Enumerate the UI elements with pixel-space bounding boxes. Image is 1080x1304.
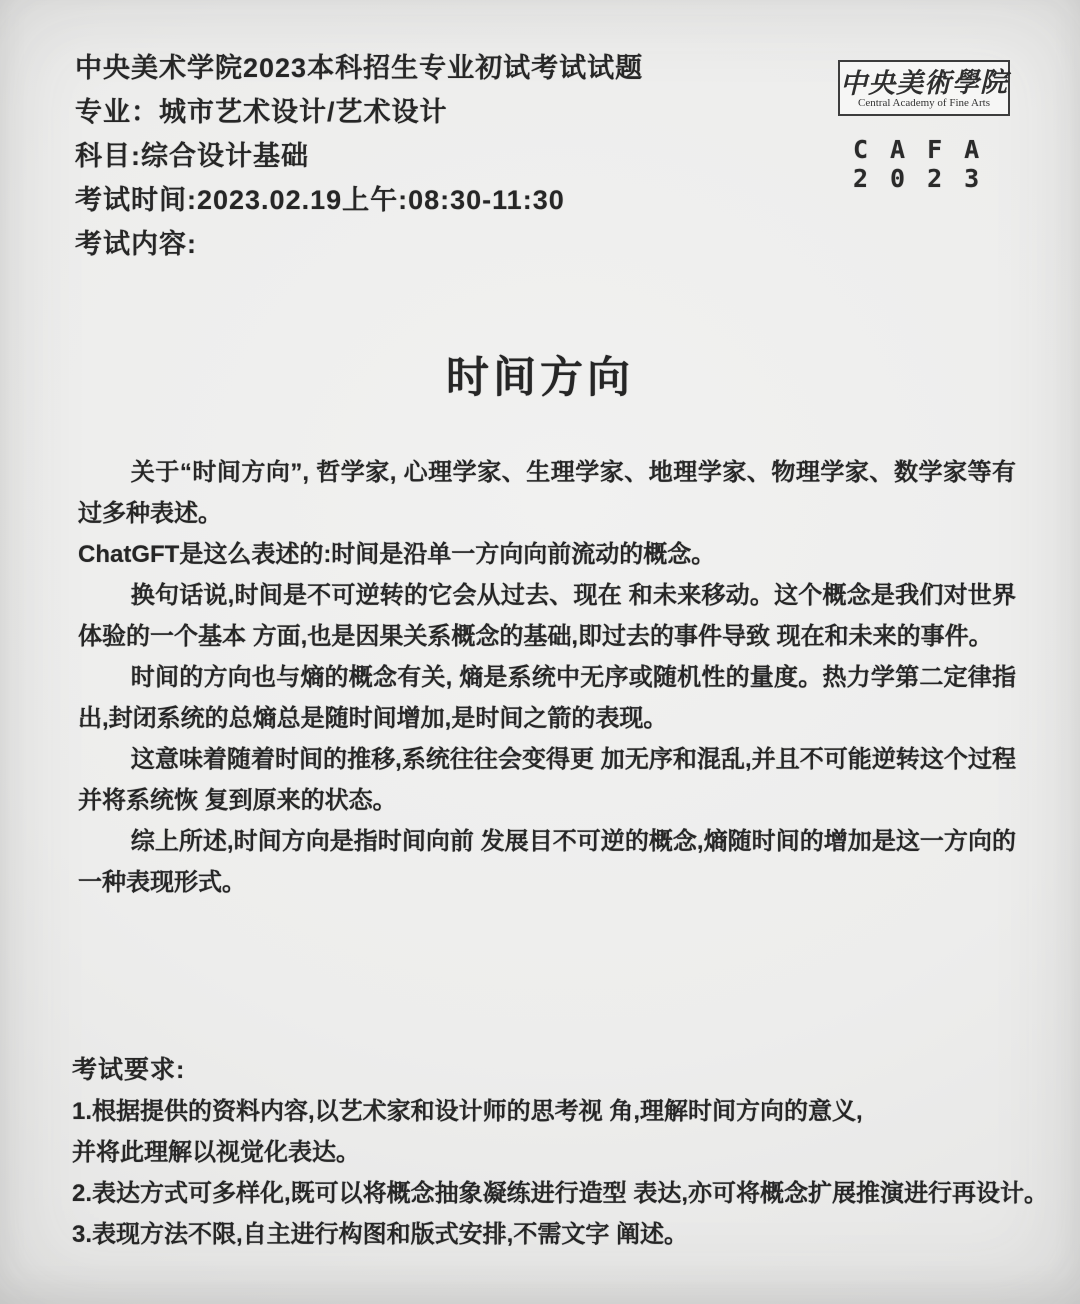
exam-major-line: 专业：城市艺术设计/艺术设计 (75, 97, 448, 127)
cafa-logo-box (838, 60, 1010, 116)
paragraph-intro: 关于“时间方向”, 哲学家, 心理学家、生理学家、地理学家、物理学家、数学家等有过多种表述。 (78, 459, 1016, 527)
exam-requirements (72, 1050, 1072, 1255)
cafa-logo-chinese-calligraphy: 中央美術學院 (839, 66, 1009, 99)
exam-paper-title: 中央美术学院2023本科招生专业初试考试试题 (75, 53, 644, 83)
cafa-logo-english-name: Central Academy of Fine Arts (858, 96, 990, 109)
paragraph-irreversible: 换句话说,时间是不可逆转的它会从过去、现在 和未来移动。这个概念是我们对世界体验的一个基本 方面,也是因果关系概念的基础,即过去的事件导致 现在和未来的事件。 (78, 582, 1016, 650)
paragraph-summary: 综上所述,时间方向是指时间向前 发展目不可逆的概念,熵随时间的增加是这一方向的一种表现形式。 (78, 828, 1016, 896)
requirement-item-3: 3.表现方法不限,自主进行构图和版式安排,不需文字 阐述。 (72, 1221, 689, 1248)
cafa-acronym: CAFA (853, 135, 1002, 164)
paragraph-disorder: 这意味着随着时间的推移,系统往往会变得更 加无序和混乱,并且不可能逆转这个过程并将系统恢 复到原来的状态。 (78, 746, 1016, 814)
exam-topic-title: 时间方向 (446, 354, 634, 402)
exam-time-line: 考试时间:2023.02.19上午:08:30-11:30 (75, 185, 565, 215)
requirement-item-1: 1.根据提供的资料内容,以艺术家和设计师的思考视 角,理解时间方向的意义, (72, 1098, 863, 1125)
requirement-item-1-continued: 并将此理解以视觉化表达。 (72, 1139, 360, 1166)
exam-content-body (78, 452, 1016, 903)
exam-header (75, 46, 775, 266)
cafa-year: 2023 (853, 164, 1002, 193)
cafa-acronym-year-block (853, 135, 1001, 193)
requirements-heading: 考试要求: (72, 1056, 186, 1084)
exam-subject-line: 科目:综合设计基础 (75, 141, 309, 171)
requirement-item-2: 2.表达方式可多样化,既可以将概念抽象凝练进行造型 表达,亦可将概念扩展推演进行再设计。 (72, 1180, 1049, 1207)
paragraph-chatgft: ChatGFT是这么表述的:时间是沿单一方向向前流动的概念。 (78, 541, 716, 568)
paragraph-entropy: 时间的方向也与熵的概念有关, 熵是系统中无序或随机性的量度。热力学第二定律指 出,封闭系统的总熵总是随时间增加,是时间之箭的表现。 (78, 664, 1016, 732)
exam-content-label: 考试内容: (75, 229, 197, 259)
